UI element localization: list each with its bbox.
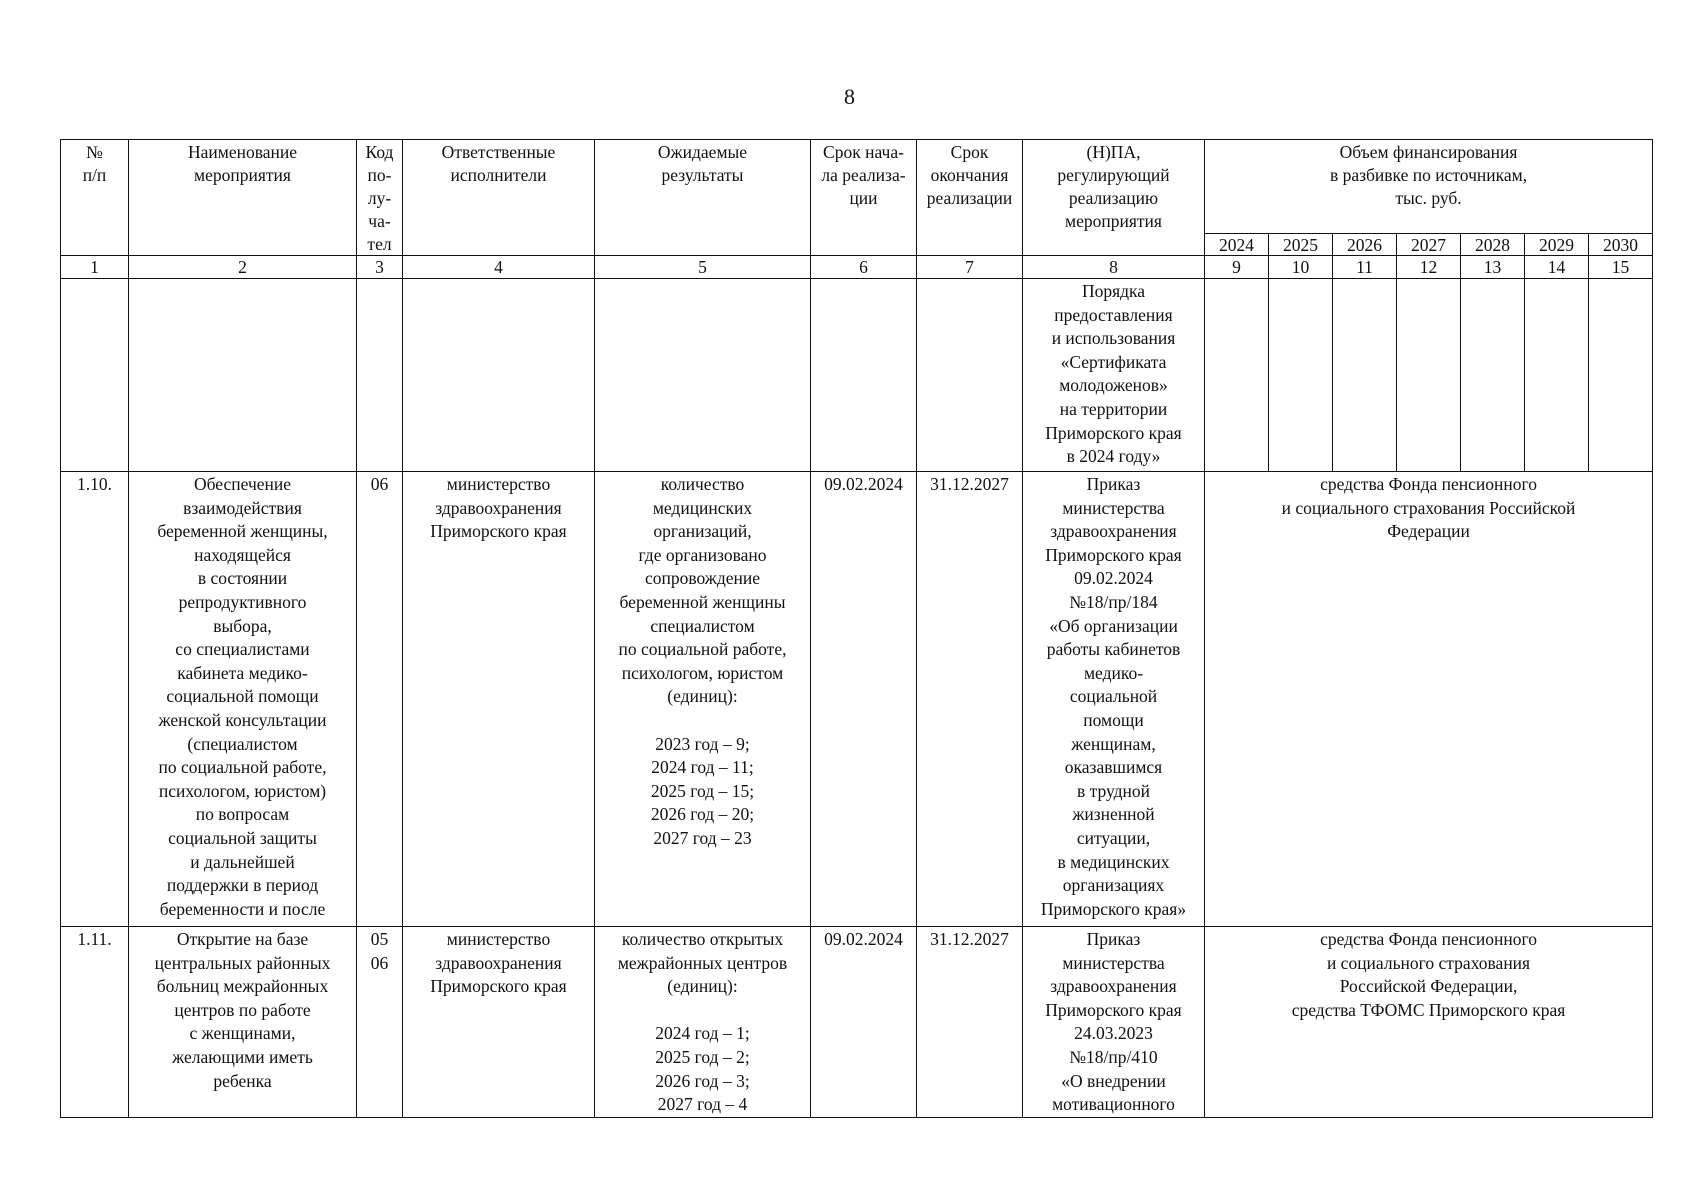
funding-year-cell: [1525, 279, 1589, 472]
row-funding: средства Фонда пенсионного и социального страхования Российской Федерации: [1205, 472, 1653, 927]
table-row: [61, 279, 1653, 472]
row-code: [357, 279, 403, 472]
year-cell: 2026: [1333, 234, 1397, 256]
funding-year-cell: [1589, 279, 1653, 472]
row-code: 05 06: [357, 927, 403, 1118]
row-executors: [403, 279, 595, 472]
column-number-cell: 3: [357, 256, 403, 279]
year-cell: 2024: [1205, 234, 1269, 256]
row-start-date: [811, 279, 917, 472]
row-executors: министерство здравоохранения Приморского края: [403, 472, 595, 927]
row-name: [129, 279, 357, 472]
header-cell-start: Срок нача- ла реализа- ции: [811, 140, 917, 256]
year-cell: 2029: [1525, 234, 1589, 256]
row-start-date: 09.02.2024: [811, 472, 917, 927]
column-number-cell: 2: [129, 256, 357, 279]
header-cell-funding: Объем финансирования в разбивке по источникам, тыс. руб.: [1205, 140, 1653, 234]
header-cell-npa: (Н)ПА, регулирующий реализацию мероприятия: [1023, 140, 1205, 256]
column-number-cell: 4: [403, 256, 595, 279]
page-number: 8: [844, 84, 855, 109]
row-name: Обеспечение взаимодействия беременной женщины, находящейся в состоянии репродуктивного выбора, со специалистами кабинета медико- социальной помощи женской консультации (специалистом по социальной работе, психологом, юристом) по вопросам социальной защиты и дальнейшей поддержки в период беременности и после: [129, 472, 357, 927]
row-number: [61, 279, 129, 472]
row-results: [595, 279, 811, 472]
year-cell: 2028: [1461, 234, 1525, 256]
funding-year-cell: [1269, 279, 1333, 472]
column-number-cell: 11: [1333, 256, 1397, 279]
row-start-date: 09.02.2024: [811, 927, 917, 1118]
column-number-cell: 5: [595, 256, 811, 279]
column-number-row: [61, 256, 1653, 279]
year-cell: 2027: [1397, 234, 1461, 256]
row-npa: Порядка предоставления и использования «Сертификата молодоженов» на территории Приморского края в 2024 году»: [1023, 279, 1205, 472]
header-cell-results: Ожидаемые результаты: [595, 140, 811, 256]
header-cell-name: Наименование мероприятия: [129, 140, 357, 256]
plan-table: [60, 139, 1653, 1118]
row-funding: средства Фонда пенсионного и социального страхования Российской Федерации, средства ТФОМС Приморского края: [1205, 927, 1653, 1118]
column-number-cell: 10: [1269, 256, 1333, 279]
column-number-cell: 7: [917, 256, 1023, 279]
year-cell: 2030: [1589, 234, 1653, 256]
column-number-cell: 14: [1525, 256, 1589, 279]
column-number-cell: 9: [1205, 256, 1269, 279]
funding-year-cell: [1333, 279, 1397, 472]
column-number-cell: 8: [1023, 256, 1205, 279]
row-npa: Приказ министерства здравоохранения Приморского края 09.02.2024 №18/пр/184 «Об организации работы кабинетов медико- социальной помощи женщинам, оказавшимся в трудной жизненной ситуации, в медицинских организациях Приморского края»: [1023, 472, 1205, 927]
column-number-cell: 1: [61, 256, 129, 279]
row-results: количество открытых межрайонных центров (единиц): 2024 год – 1; 2025 год – 2; 2026 год – 3; 2027 год – 4: [595, 927, 811, 1118]
table-row: [61, 927, 1653, 1118]
header-cell-end: Срок окончания реализации: [917, 140, 1023, 256]
row-name: Открытие на базе центральных районных больниц межрайонных центров по работе с женщинами, желающими иметь ребенка: [129, 927, 357, 1118]
row-results: количество медицинских организаций, где организовано сопровождение беременной женщины специалистом по социальной работе, психологом, юристом (единиц): 2023 год – 9; 2024 год – 11; 2025 год – 15; 2026 год – 20; 2027 год – 23: [595, 472, 811, 927]
column-number-cell: 12: [1397, 256, 1461, 279]
row-number: 1.11.: [61, 927, 129, 1118]
column-number-cell: 13: [1461, 256, 1525, 279]
table-row: [61, 472, 1653, 927]
row-npa: Приказ министерства здравоохранения Приморского края 24.03.2023 №18/пр/410 «О внедрении мотивационного: [1023, 927, 1205, 1118]
funding-year-cell: [1397, 279, 1461, 472]
row-number: 1.10.: [61, 472, 129, 927]
funding-year-cell: [1461, 279, 1525, 472]
row-end-date: [917, 279, 1023, 472]
year-cell: 2025: [1269, 234, 1333, 256]
row-end-date: 31.12.2027: [917, 927, 1023, 1118]
header-cell-executors: Ответственные исполнители: [403, 140, 595, 256]
row-executors: министерство здравоохранения Приморского края: [403, 927, 595, 1118]
header-cell-number: № п/п: [61, 140, 129, 256]
table-header-row: [61, 140, 1653, 234]
column-number-cell: 15: [1589, 256, 1653, 279]
header-cell-code: Код по- лу- ча- тел: [357, 140, 403, 256]
row-end-date: 31.12.2027: [917, 472, 1023, 927]
funding-year-cell: [1205, 279, 1269, 472]
column-number-cell: 6: [811, 256, 917, 279]
row-code: 06: [357, 472, 403, 927]
